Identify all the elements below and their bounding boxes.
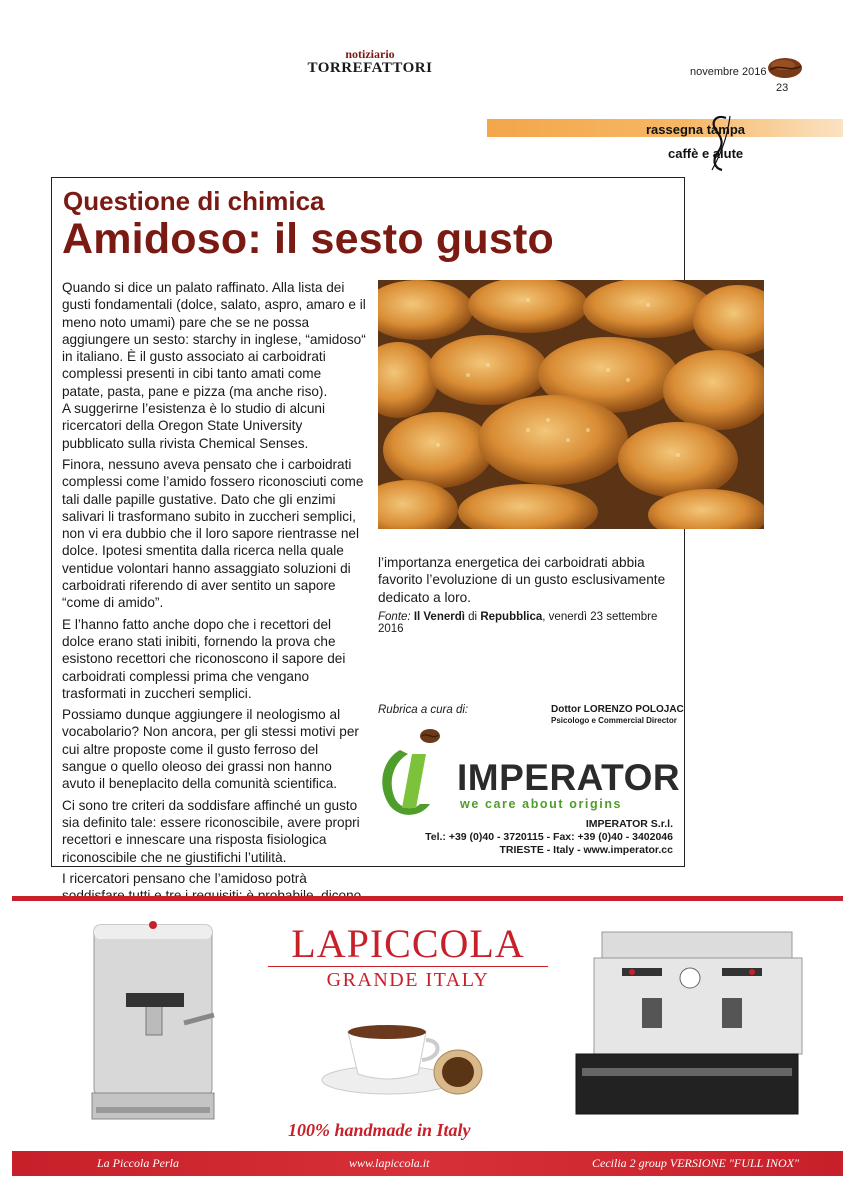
ad-footer-website[interactable]: www.lapiccola.it	[349, 1156, 430, 1170]
paragraph: Possiamo dunque aggiungere il neologismo al vocabolario? Non ancora, per gli stessi motivi per cui altre proposte come il gusto ferroso del sangue o quello oleoso dei grassi non hanno avuto il beneplacito della comunità scientifica.	[62, 707, 359, 792]
masthead-line2: TORREFATTORI	[307, 60, 433, 76]
source-publication: Repubblica	[480, 611, 543, 623]
ad-footer-right: Cecilia 2 group VERSIONE "FULL INOX"	[592, 1156, 800, 1170]
source-date: , venerdì 23 settembre 2016	[378, 611, 658, 635]
source-connector: di	[468, 611, 478, 623]
imperator-tagline: we care about origins	[460, 797, 623, 811]
paragraph: I ricercatori pensano che l’amidoso potrà	[62, 870, 307, 886]
article-headline: Amidoso: il sesto gusto	[62, 215, 554, 263]
masthead	[300, 48, 440, 76]
article-body-right: l’importanza energetica dei carboidrati abbia favorito l’evoluzione di un gusto esclusivamente dedicato a loro.	[378, 555, 666, 605]
company-phone: Tel.: +39 (0)40 - 3720115 - Fax: +39 (0)40 - 3402046	[425, 831, 673, 843]
page-number: 23	[776, 82, 789, 94]
coffee-machine-perla-image	[86, 915, 221, 1125]
paragraph: Quando si dice un palato raffinato. Alla lista dei gusti fondamentali (dolce, salato, aspro, amaro e il meno noto umami) pare che se ne possa aggiungere un sesto: starchy in inglese, “amidoso“ in italiano. È il gusto associato ai carboidrati complessi presenti in cibi tanto amati come patate, pasta, pane e pizza (ma anche riso). A suggerirne l’esistenza è lo studio di alcuni ricercatori della Oregon State University pubblicato sulla rivista Chemical Senses.	[62, 280, 366, 451]
paragraph: Finora, nessuno aveva pensato che i carboidrati complessi come l’amido fossero riconosciuti come tali dalle papille gustative. Dato che gli enzimi salivari li trasformano subito in zuccheri semplici, non vi era dubbio che il loro sapore rientrasse nel dolce. Ipotesi smentita dalla ricerca nella quale ventidue volontari hanno assaggiato soluzioni di carboidrati riferendo di aver sentito un sapore “come di amido”.	[62, 456, 364, 611]
ad-footer-left: La Piccola Perla	[97, 1156, 179, 1170]
article-source	[378, 611, 678, 635]
company-name: IMPERATOR S.r.l.	[585, 818, 673, 830]
author-name: Dottor LORENZO POLOJAC	[551, 704, 684, 715]
ad-brand	[268, 921, 548, 992]
ad-slogan: 100% handmade in Italy	[288, 1120, 471, 1140]
coffee-machine-cecilia-image	[572, 928, 812, 1128]
coffee-bean-icon	[767, 57, 803, 79]
paragraph: E l’hanno fatto anche dopo che i recettori del dolce erano stati inibiti, fornendo la prova che esistono recettori che riconoscono il sapore dei carboidrati complessi prima che vengano trasformati in zuccheri semplici.	[62, 616, 346, 701]
article-body-left	[62, 279, 366, 926]
source-label: Fonte:	[378, 611, 411, 623]
author-role: Psicologo e Commercial Director	[551, 716, 677, 725]
issue-date: novembre 2016	[690, 66, 767, 78]
rubric-s-logo-icon	[704, 112, 734, 174]
rubric-title-line1: rassegna tampa	[646, 122, 745, 137]
ad-brand-subtitle: GRANDE ITALY	[268, 966, 548, 992]
article-kicker: Questione di chimica	[63, 186, 325, 216]
masthead-line1: notiziario	[345, 47, 395, 61]
ad-brand-name: LAPICCOLA	[291, 921, 525, 966]
imperator-logo-icon	[378, 726, 444, 818]
paragraph: Ci sono tre criteri da soddisfare affinché un gusto sia definito tale: essere riconoscibile, avere propri recettori e innescare una risposta fisiologica riconoscibile che ne giustifichi l’utilità.	[62, 797, 360, 865]
ad-footer-band	[12, 1151, 843, 1176]
source-publication: Il Venerdì	[413, 611, 465, 623]
espresso-cup-image	[318, 1010, 488, 1106]
rubric-by-label: Rubrica a cura di:	[378, 704, 469, 716]
bread-photo	[378, 280, 764, 529]
company-address: TRIESTE - Italy - www.imperator.cc	[499, 844, 673, 856]
imperator-brand: IMPERATOR	[457, 757, 681, 798]
rubric-title-line2: caffè e alute	[668, 146, 744, 161]
